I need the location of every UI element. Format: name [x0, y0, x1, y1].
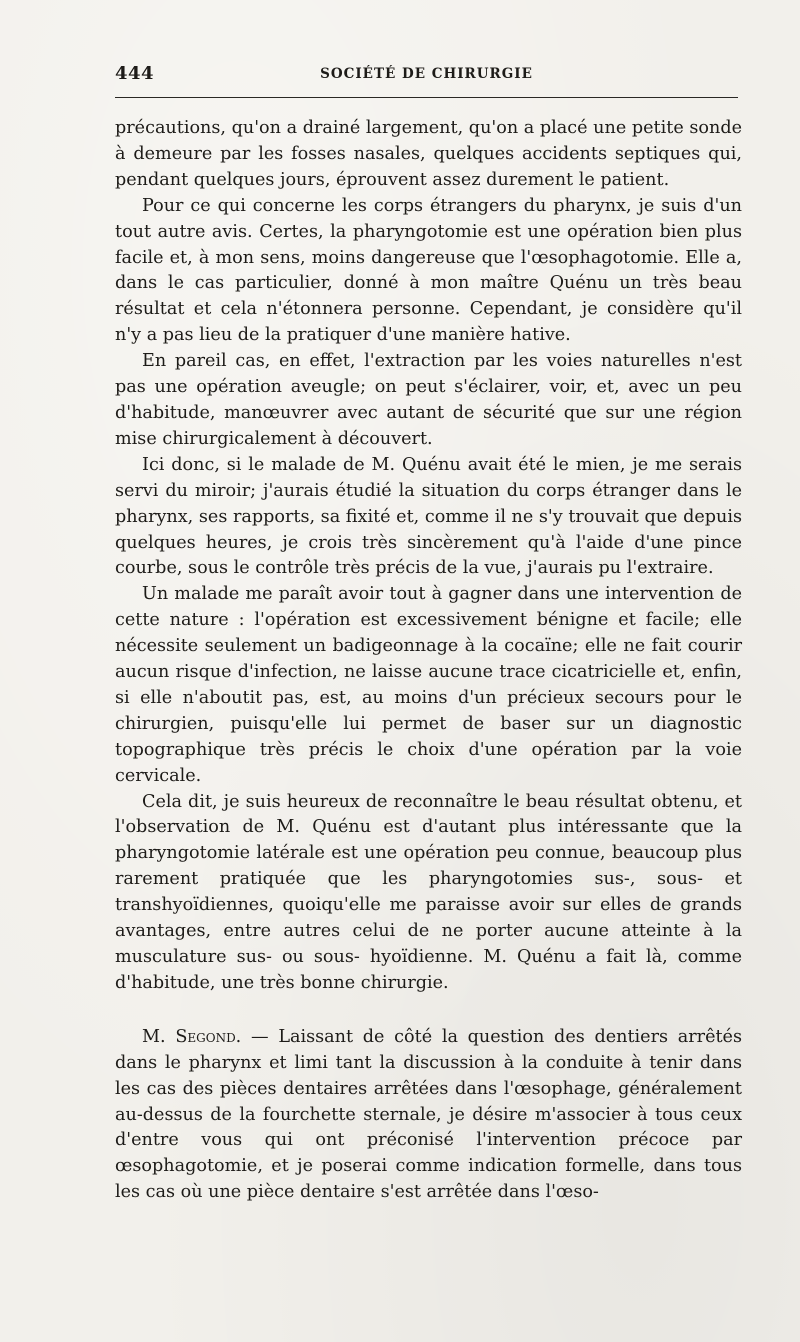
running-head [115, 60, 738, 88]
header-rule [115, 97, 738, 98]
paragraph-5: Un malade me paraît avoir tout à gagner dans une intervention de cette nature : l'opération est excessivement bénigne et facile; elle nécessite seulement un badigeonnage à la cocaïne; elle ne fait courir aucun risque d'infection, ne laisse aucune trace cicatricielle et, enfin, si elle n'aboutit pas, est, au moins d'un précieux secours pour le chirurgien, puisqu'elle lui permet de baser sur un diagnostic topographique très précis le choix d'une opération par la voie cervicale. [115, 584, 742, 786]
speaker-name: M. Segond. [142, 1026, 242, 1047]
paragraph-4: Ici donc, si le malade de M. Quénu avait été le mien, je me serais servi du miroir; j'aurais étudié la situation du corps étranger dans le pharynx, ses rapports, sa fixité et, comme il ne s'y trouvait que depuis quelques heures, je crois très sincèrement qu'à l'aide d'une pince courbe, sous le contrôle très précis de la vue, j'aurais pu l'extraire. [115, 454, 742, 579]
section-gap [115, 997, 742, 1025]
paragraph-2: Pour ce qui concerne les corps étrangers du pharynx, je suis d'un tout autre avis. Certes, la pharyngotomie est une opération bien plus facile et, à mon sens, moins dangereuse que l'œsophagotomie. Elle a, dans le cas particulier, donné à mon maître Quénu un très beau résultat et cela n'étonnera personne. Cependant, je considère qu'il n'y a pas lieu de la pratiquer d'une manière hative. [115, 195, 742, 346]
paragraph-1: précautions, qu'on a drainé largement, qu'on a placé une petite sonde à demeure par les fosses nasales, quelques accidents septiques qui, pendant quelques jours, éprouvent assez durement le patient. [115, 118, 742, 190]
paragraph-3: En pareil cas, en effet, l'extraction par les voies naturelles n'est pas une opération aveugle; on peut s'éclairer, voir, et, avec un peu d'habitude, manœuvrer avec autant de sécurité que sur une région mise chirurgicalement à découvert. [115, 351, 742, 449]
segond-text: — Laissant de côté la question des dentiers arrêtés dans le pharynx et limi tant la discussion à la conduite à tenir dans les cas des pièces dentaires arrêtées dans l'œsophage, généralement au-dessus de la fourchette sternale, je désire m'associer à tous ceux d'entre vous qui ont préconisé l'intervention précoce par œsophagotomie, et je poserai comme indication formelle, dans tous les cas où une pièce dentaire s'est arrêtée dans l'œso- [115, 1026, 742, 1203]
body-text [115, 116, 742, 1206]
page-number: 444 [115, 63, 155, 84]
segond-paragraph [115, 1025, 742, 1206]
paragraph-6: Cela dit, je suis heureux de reconnaître le beau résultat obtenu, et l'observation de M. Quénu est d'autant plus intéressante que la pharyngotomie latérale est une opération peu connue, beaucoup plus rarement pratiquée que les pharyngotomies sus-, sous- et transhyoïdiennes, quoiqu'elle me paraisse avoir sur elles de grands avantages, entre autres celui de ne porter aucune atteinte à la musculature sus- ou sous- hyoïdienne. M. Quénu a fait là, comme d'habitude, une très bonne chirurgie. [115, 791, 742, 993]
header-title: SOCIÉTÉ DE CHIRURGIE [320, 66, 533, 82]
